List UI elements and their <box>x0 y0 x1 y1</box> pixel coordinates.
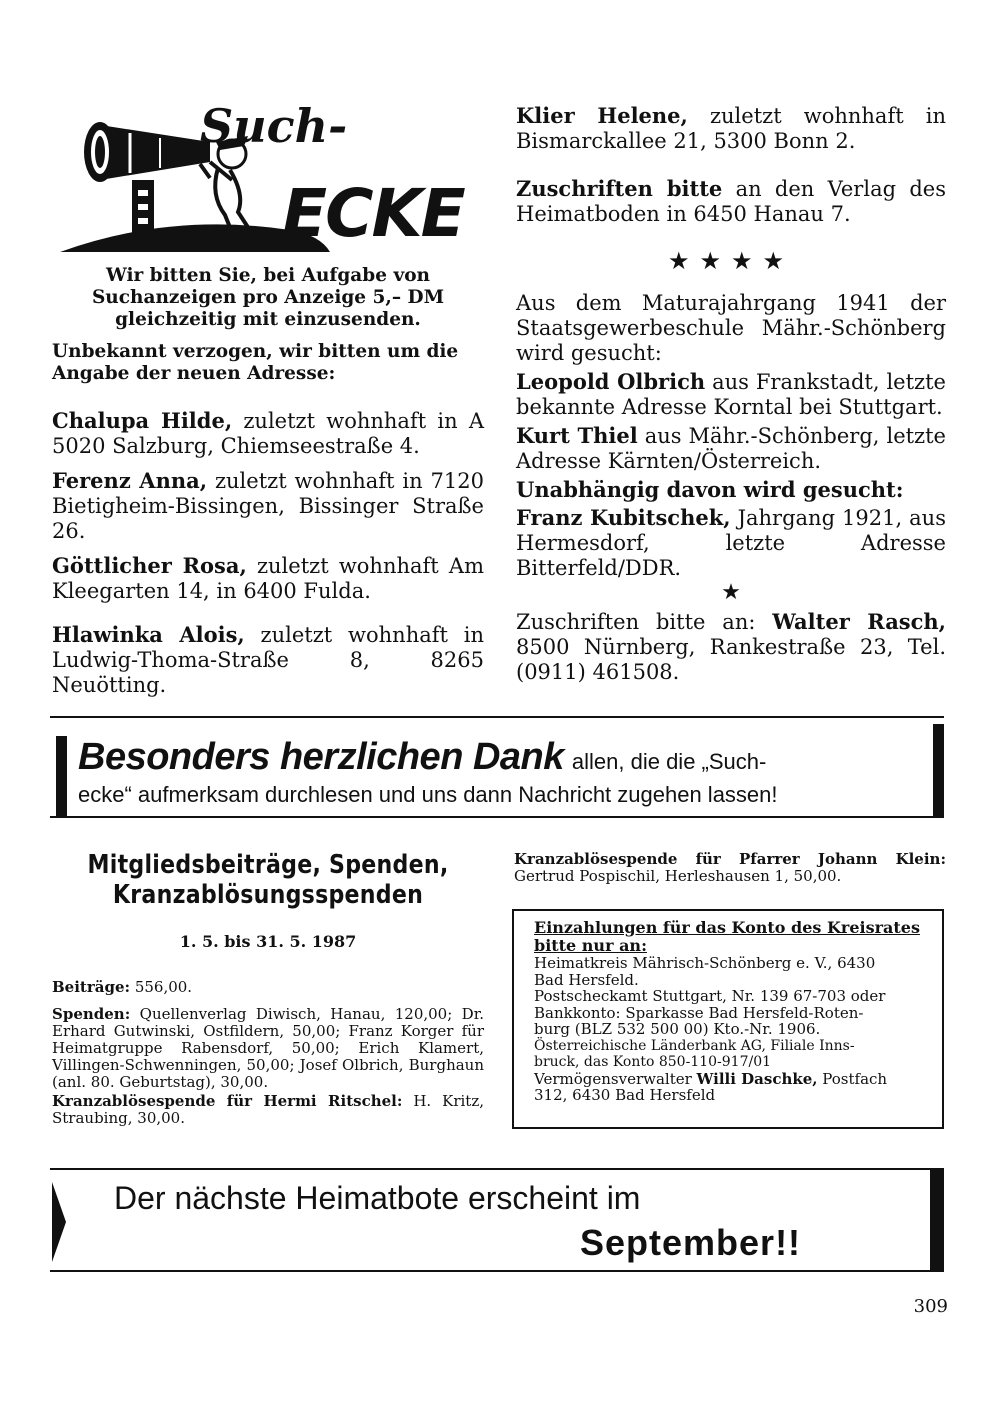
thanks-big: Besonders herzlichen Dank <box>78 736 564 778</box>
unabhaengig-heading: Unabhängig davon wird gesucht: <box>516 477 904 502</box>
donations-period: 1. 5. bis 31. 5. 1987 <box>179 932 357 951</box>
telescope-man-icon <box>60 100 480 260</box>
entry-goettlicher: Göttlicher Rosa, zuletzt wohnhaft Am Kleegarten 14, in 6400 Fulda. <box>52 553 484 603</box>
banner-bar-right <box>930 1170 944 1270</box>
entry-leopold: Leopold Olbrich aus Frankstadt, letzte bekannte Adresse Korntal bei Stuttgart. <box>516 369 946 419</box>
donations-section <box>52 850 484 1127</box>
single-star: ★ <box>721 580 741 605</box>
logo-word-bottom: ECKE <box>282 175 464 252</box>
entry-klier: Klier Helene, zuletzt wohnhaft in Bismarckallee 21, 5300 Bonn 2. <box>516 103 946 153</box>
thanks-small: allen, die die „Such- <box>571 749 767 774</box>
account-line: Bad Hersfeld. <box>534 970 639 989</box>
account-line-manager: Vermögensverwalter Willi Daschke, Postfach <box>534 1069 888 1088</box>
right-column <box>516 103 946 685</box>
next-issue-banner <box>50 1168 944 1272</box>
maturajahrgang-text: Aus dem Maturajahrgang 1941 der Staatsgewerbeschule Mähr.-Schönberg wird gesucht: <box>516 291 946 365</box>
account-line: Bankkonto: Sparkasse Bad Hersfeld-Roten- <box>534 1003 864 1022</box>
thanks-banner <box>50 716 944 818</box>
unknown-heading: Unbekannt verzogen, wir bitten um die Angabe der neuen Adresse: <box>52 341 459 384</box>
account-line: Heimatkreis Mährisch-Schönberg e. V., 6430 <box>534 954 876 972</box>
donations-title-1: Mitgliedsbeiträge, Spenden, <box>87 850 449 880</box>
zuschriften-verlag: Zuschriften bitte an den Verlag des Heimatboden in 6450 Hanau 7. <box>516 176 946 226</box>
logo-word-top: Such- <box>200 100 348 153</box>
account-line: burg (BLZ 532 500 00) Kto.-Nr. 1906. <box>534 1020 821 1038</box>
thanks-line-2: ecke“ aufmerksam durchlesen und uns dann Nachricht zugehen lassen! <box>78 782 778 807</box>
banner-bar-right <box>933 724 944 816</box>
spenden: Spenden: Quellenverlag Diwisch, Hanau, 120,00; Dr. Erhard Gutwinski, Ostfildern, 50,00; Franz Korger für Heimatgruppe Rabensdorf, 50,00; Erich Klamert, Villingen-Schwenningen, 50,00; Josef Olbrich, Burghaun (anl. 80. Geburtstag), 30,00. <box>52 1005 484 1091</box>
account-line: Postscheckamt Stuttgart, Nr. 139 67-703 oder <box>534 987 886 1005</box>
account-line: 312, 6430 Bad Hersfeld <box>534 1086 716 1104</box>
account-line: bruck, das Konto 850-110-917/01 <box>534 1054 772 1070</box>
account-info-box <box>512 909 944 1129</box>
notice-text: Wir bitten Sie, bei Aufgabe von Suchanzeigen pro Anzeige 5,– DM gleichzeitig mit einzusenden. <box>91 265 445 330</box>
entry-franz: Franz Kubitschek, Jahrgang 1921, aus Hermesdorf, letzte Adresse Bitterfeld/DDR. <box>516 505 946 580</box>
kranz-klein: Kranzablösespende für Pfarrer Johann Klein: Gertrud Pospischil, Herleshausen 1, 50,00. <box>514 850 946 885</box>
page-number: 309 <box>913 1296 948 1317</box>
zuschriften-rasch: Zuschriften bitte an: Walter Rasch, 8500 Nürnberg, Rankestraße 23, Tel. (0911) 461508. <box>516 609 946 684</box>
entry-chalupa: Chalupa Hilde, zuletzt wohnhaft in A 5020 Salzburg, Chiemseestraße 4. <box>52 408 484 458</box>
such-ecke-logo <box>60 100 480 260</box>
kranz-ritschel: Kranzablösespende für Hermi Ritschel: H. Kritz, Straubing, 30,00. <box>52 1092 484 1127</box>
banner-bar-left <box>56 736 67 816</box>
next-issue-line-2: September!! <box>580 1222 802 1263</box>
beitraege: Beiträge: 556,00. <box>52 978 193 996</box>
star-divider: ★★★★ <box>667 247 795 275</box>
donations-title-2: Kranzablösungsspenden <box>112 880 424 910</box>
next-issue-line-1: Der nächste Heimatbote erscheint im <box>114 1180 641 1216</box>
left-column <box>52 265 484 698</box>
entry-hlawinka: Hlawinka Alois, zuletzt wohnhaft in Ludwig-Thoma-Straße 8, 8265 Neuötting. <box>52 622 485 697</box>
account-line: Österreichische Länderbank AG, Filiale Inns- <box>534 1037 855 1054</box>
entry-kurt: Kurt Thiel aus Mähr.-Schönberg, letzte Adresse Kärnten/Österreich. <box>516 423 946 473</box>
account-box-title: Einzahlungen für das Konto des Kreisrates bitte nur an: <box>534 918 920 955</box>
entry-ferenz: Ferenz Anna, zuletzt wohnhaft in 7120 Bietigheim-Bissingen, Bissinger Straße 26. <box>52 468 484 543</box>
arrow-icon <box>52 1182 66 1262</box>
